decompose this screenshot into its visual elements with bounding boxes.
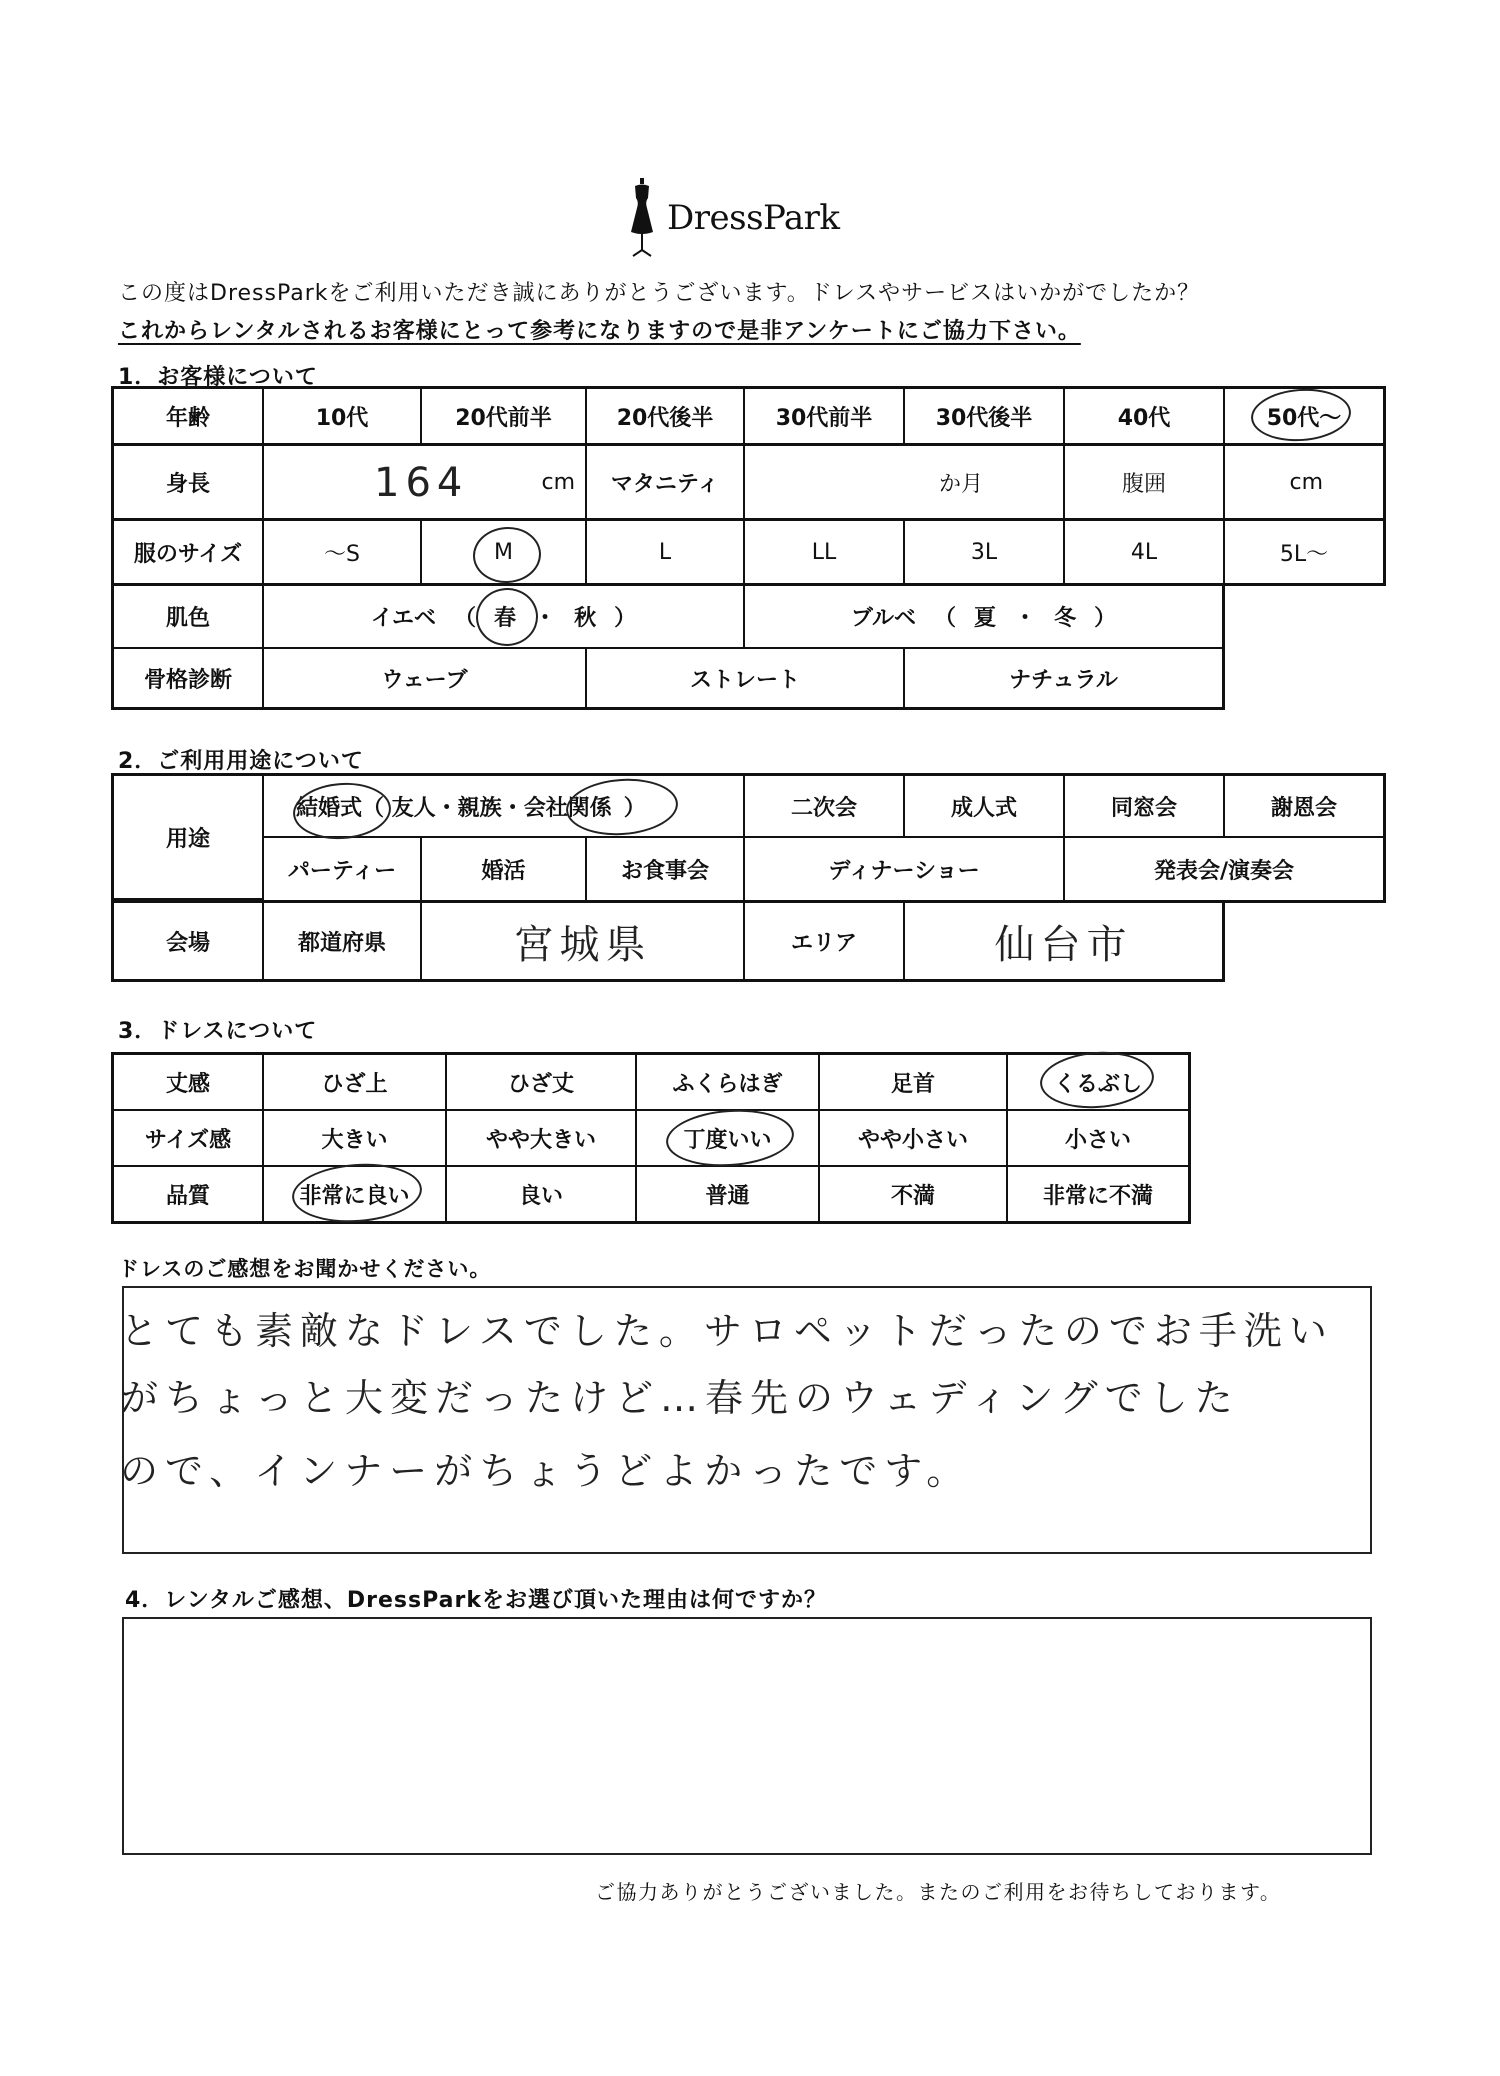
skin-yellow-option[interactable] [264, 586, 745, 649]
age-option[interactable]: 20代後半 [587, 389, 745, 446]
footer-thanks: ご協力ありがとうございました。またのご利用をお待ちしております。 [595, 1880, 1282, 1904]
wedding-detail-close: ） [623, 795, 646, 821]
area-value: 仙台市 [994, 921, 1133, 968]
purpose-option[interactable]: パーティー [264, 838, 422, 900]
prefecture-label: 都道府県 [264, 903, 422, 979]
length-option[interactable]: ひざ上 [264, 1055, 447, 1111]
section-4-title: 4．レンタルご感想、DressParkをお選び頂いた理由は何ですか？ [125, 1588, 827, 1613]
waist-field[interactable]: cm [1225, 446, 1383, 521]
section-1-title: 1．お客様について [118, 365, 318, 390]
purpose-label: 用途 [114, 776, 264, 900]
quality-option[interactable]: 非常に不満 [1042, 1183, 1153, 1209]
purpose-wedding-option[interactable] [264, 776, 745, 838]
brand-logo [625, 178, 840, 258]
wedding-detail-open: （ 友人・親族・ [362, 795, 524, 821]
size-option[interactable]: 4L [1065, 521, 1225, 586]
size-option[interactable]: L [587, 521, 745, 586]
brand-name: DressPark [667, 198, 840, 238]
size-option[interactable]: 3L [905, 521, 1065, 586]
length-option[interactable]: ふくらはぎ [637, 1055, 820, 1111]
fit-label: サイズ感 [114, 1111, 264, 1167]
skin-blue-label: ブルベ [850, 606, 917, 631]
area-field[interactable] [905, 903, 1222, 979]
skin-blue-option[interactable] [745, 586, 1222, 649]
maternity-label: マタニティ [587, 446, 745, 521]
skin-label: 肌色 [114, 586, 264, 649]
purpose-option[interactable]: お食事会 [587, 838, 745, 900]
age-option[interactable]: 40代 [1065, 389, 1225, 446]
size-option-selected[interactable]: M [422, 521, 587, 586]
intro-line-1: この度はDressParkをご利用いただき誠にありがとうございます。ドレスやサービスはいかがでしたか？ [118, 281, 1201, 306]
skin-autumn[interactable]: 秋 [574, 606, 597, 631]
quality-option[interactable]: 不満 [820, 1167, 1008, 1221]
height-unit: cm [541, 470, 575, 495]
frame-option[interactable]: ナチュラル [1009, 667, 1118, 693]
length-option-selected[interactable]: くるぶし [1008, 1055, 1188, 1111]
skin-summer[interactable]: 夏 [974, 606, 997, 631]
purpose-option[interactable]: 謝恩会 [1225, 776, 1383, 838]
size-row [111, 518, 1386, 586]
section-2-title: 2．ご利用用途について [118, 749, 364, 774]
fit-option-selected[interactable]: 丁度いい [637, 1111, 820, 1167]
fit-option[interactable]: 大きい [264, 1111, 447, 1167]
age-option[interactable]: 30代前半 [745, 389, 905, 446]
size-option[interactable]: LL [745, 521, 905, 586]
age-option[interactable]: 20代前半 [422, 389, 587, 446]
quality-option[interactable]: 良い [447, 1167, 637, 1221]
area-label: エリア [745, 903, 905, 979]
frame-option[interactable]: ストレート [587, 649, 905, 707]
length-option[interactable]: ひざ丈 [447, 1055, 637, 1111]
paren-close: ） [614, 606, 637, 631]
purpose-option[interactable]: 二次会 [745, 776, 905, 838]
skin-yellow-label: イエベ [370, 606, 437, 631]
quality-label: 品質 [114, 1167, 264, 1221]
comment-line: ので、インナーがちょうどよかったです。 [120, 1449, 972, 1493]
prefecture-value: 宮城県 [513, 921, 652, 968]
waist-label: 腹囲 [1065, 446, 1225, 521]
height-row [111, 443, 1386, 521]
length-option[interactable]: 足首 [820, 1055, 1008, 1111]
frame-option[interactable]: ウェーブ [264, 649, 587, 707]
comment-line: とても素敵なドレスでした。サロペットだったのでお手洗い [120, 1309, 1334, 1353]
skin-spring[interactable]: 春 [494, 606, 517, 631]
paren-open: （ [454, 606, 477, 631]
purpose-option[interactable]: 同窓会 [1065, 776, 1225, 838]
venue-row [111, 900, 1225, 982]
separator-dot: ・ [534, 606, 557, 631]
purpose-company[interactable]: 会社関係 [523, 795, 612, 821]
fit-option[interactable]: やや大きい [447, 1111, 637, 1167]
reason-box[interactable] [122, 1617, 1372, 1855]
fit-option[interactable]: やや小さい [820, 1111, 1008, 1167]
age-row [111, 386, 1386, 446]
purpose-option[interactable]: ディナーショー [745, 838, 1065, 900]
dress-table [111, 1052, 1191, 1224]
age-option[interactable]: 30代後半 [905, 389, 1065, 446]
age-option[interactable]: 10代 [264, 389, 422, 446]
length-label: 丈感 [114, 1055, 264, 1111]
purpose-option[interactable]: 成人式 [905, 776, 1065, 838]
quality-option[interactable]: 普通 [637, 1167, 820, 1221]
quality-option-selected[interactable]: 非常に良い [264, 1167, 447, 1221]
prefecture-field[interactable] [422, 903, 745, 979]
purpose-option[interactable]: 婚活 [422, 838, 587, 900]
maternity-field[interactable]: か月 [745, 446, 1065, 521]
paren-open: （ [934, 606, 957, 631]
size-label: 服のサイズ [114, 521, 264, 586]
height-field[interactable] [264, 446, 587, 521]
section-3-title: 3．ドレスについて [118, 1019, 318, 1044]
age-option-selected[interactable]: 50代～ [1225, 389, 1383, 446]
frame-label: 骨格診断 [114, 649, 264, 707]
size-option[interactable]: ～S [264, 521, 422, 586]
height-value: 164 [374, 459, 469, 506]
fit-option[interactable]: 小さい [1008, 1111, 1188, 1167]
venue-label: 会場 [114, 903, 264, 979]
comment-prompt: ドレスのご感想をお聞かせください。 [118, 1257, 492, 1281]
size-option[interactable]: 5L～ [1225, 521, 1383, 586]
purpose-wedding[interactable]: 結婚式 [296, 795, 363, 821]
paren-close: ） [1094, 606, 1117, 631]
purpose-option[interactable]: 発表会/演奏会 [1153, 858, 1295, 884]
dress-form-icon [625, 178, 659, 258]
separator-dot: ・ [1014, 606, 1037, 631]
purpose-block [111, 773, 1386, 903]
comment-line: がちょっと大変だったけど…春先のウェディングでした [120, 1376, 1240, 1420]
skin-frame-block [111, 583, 1225, 710]
intro-line-2: これからレンタルされるお客様にとって参考になりますので是非アンケートにご協力下さい。 [118, 319, 1081, 344]
skin-winter[interactable]: 冬 [1054, 606, 1077, 631]
height-label: 身長 [114, 446, 264, 521]
age-label: 年齢 [114, 389, 264, 446]
